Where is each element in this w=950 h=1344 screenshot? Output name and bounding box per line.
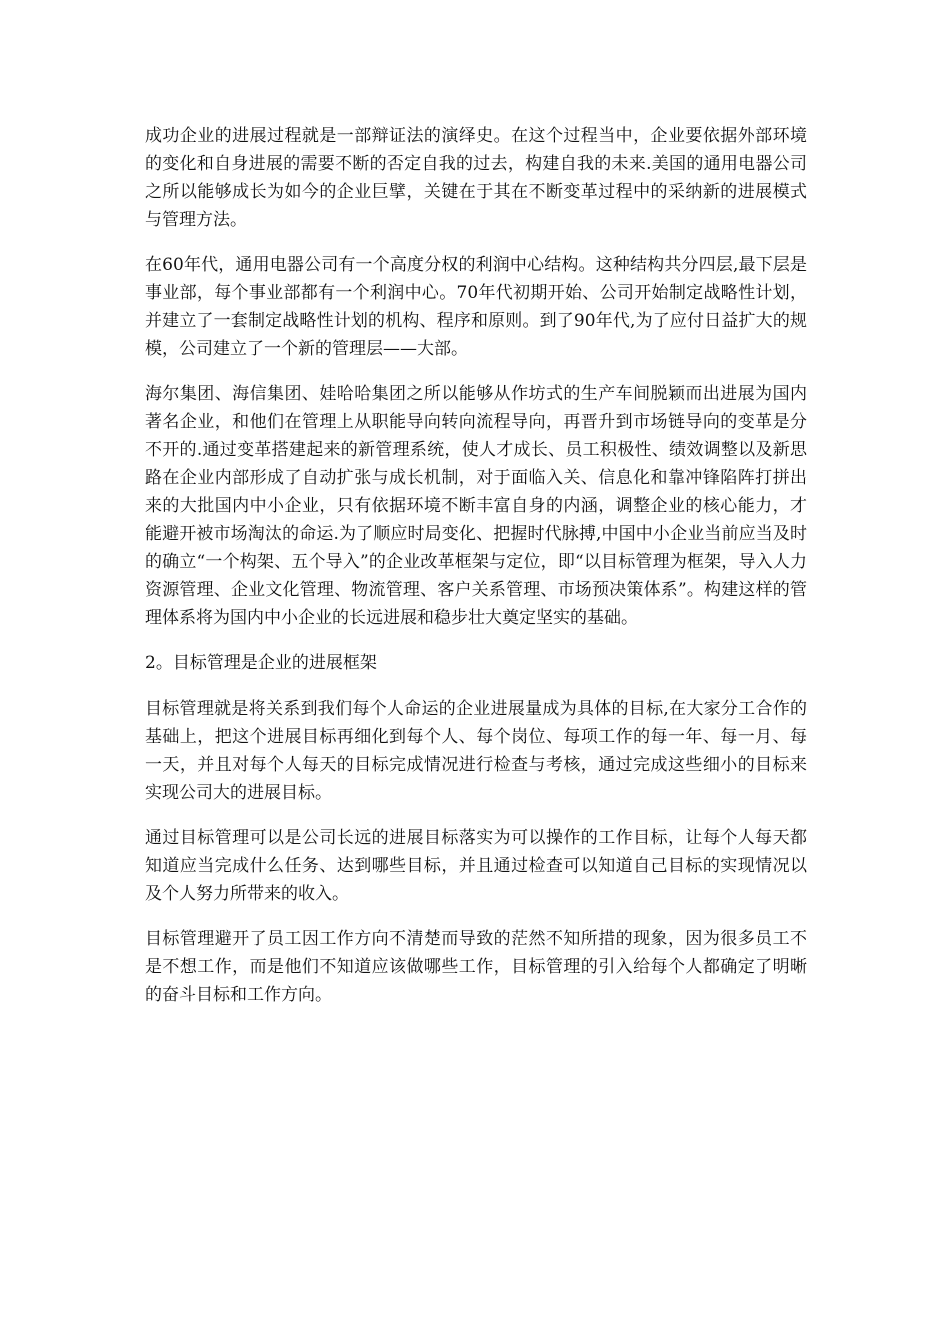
paragraph-ge-history: 在60年代，通用电器公司有一个高度分权的利润中心结构。这种结构共分四层,最下层是事业部，每个事业部都有一个利润中心。70年代初期开始、公司开始制定战略性计划，并建立了一套制定战略性计划的机构、程序和原则。到了90年代,为了应付日益扩大的规模，公司建立了一个新的管理层——大部。	[145, 255, 807, 359]
paragraph-target-management-benefit: 通过目标管理可以是公司长远的进展目标落实为可以操作的工作目标，让每个人每天都知道应当完成什么任务、达到哪些目标，并且通过检查可以知道自己目标的实现情况以及个人努力所带来的收入。	[145, 828, 807, 904]
section-heading: 2。目标管理是企业的进展框架	[145, 653, 377, 673]
paragraph-chinese-enterprises: 海尔集团、海信集团、娃哈哈集团之所以能够从作坊式的生产车间脱颖而出进展为国内著名企业，和他们在管理上从职能导向转向流程导向，再晋升到市场链导向的变革是分不开的.通过变革搭建起来的新管理系统，使人才成长、员工积极性、绩效调整以及新思路在企业内部形成了自动扩张与成长机制，对于面临入关、信息化和靠冲锋陷阵打拼出来的大批国内中小企业，只有依据环境不断丰富自身的内涵，调整企业的核心能力，才能避开被市场淘汰的命运.为了顺应时局变化、把握时代脉搏,中国中小企业当前应当及时的确立“一个构架、五个导入”的企业改革框架与定位，即“以目标管理为框架，导入人力资源管理、企业文化管理、物流管理、客户关系管理、市场预决策体系”。构建这样的管理体系将为国内中小企业的长远进展和稳步壮大奠定坚实的基础。	[145, 384, 807, 628]
paragraph-ge-transformation: 成功企业的进展过程就是一部辩证法的演绎史。在这个过程当中，企业要依据外部环境的变化和自身进展的需要不断的否定自我的过去，构建自我的未来.美国的通用电器公司之所以能够成长为如今的企业巨擘，关键在于其在不断变革过程中的采纳新的进展模式与管理方法。	[145, 126, 807, 230]
document-body	[145, 122, 807, 1026]
paragraph-target-management-definition: 目标管理就是将关系到我们每个人命运的企业进展量成为具体的目标,在大家分工合作的基础上，把这个进展目标再细化到每个人、每个岗位、每项工作的每一年、每一月、每一天，并且对每个人每天的目标完成情况进行检查与考核，通过完成这些细小的目标来实现公司大的进展目标。	[145, 699, 807, 803]
paragraph-target-management-direction: 目标管理避开了员工因工作方向不清楚而导致的茫然不知所措的现象，因为很多员工不是不想工作，而是他们不知道应该做哪些工作，目标管理的引入给每个人都确定了明晰的奋斗目标和工作方向。	[145, 929, 807, 1005]
